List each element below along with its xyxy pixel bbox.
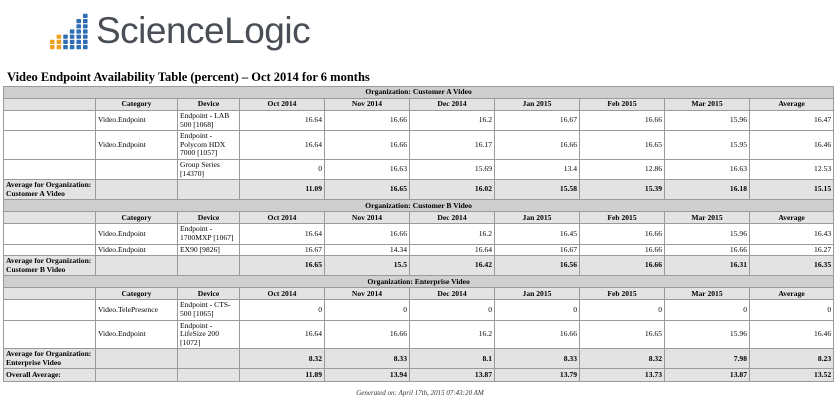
org-average-label: Average for Organization: Customer B Video xyxy=(4,256,96,276)
value-cell: 16.2 xyxy=(410,111,495,131)
logo-dot xyxy=(76,24,81,28)
logo-dot xyxy=(83,19,88,23)
column-header: Dec 2014 xyxy=(410,288,495,300)
org-average-value: 16.56 xyxy=(495,256,580,276)
column-header-row xyxy=(4,212,834,224)
value-cell: 0 xyxy=(750,300,834,320)
column-header: Device xyxy=(178,99,240,111)
column-header: Dec 2014 xyxy=(410,212,495,224)
column-header: Device xyxy=(178,288,240,300)
value-cell: 16.63 xyxy=(325,159,410,179)
column-header: Mar 2015 xyxy=(665,99,750,111)
value-cell: 16.65 xyxy=(580,131,665,160)
row-spacer xyxy=(4,224,96,244)
row-spacer xyxy=(4,300,96,320)
value-cell: 15.69 xyxy=(410,159,495,179)
column-header: Feb 2015 xyxy=(580,212,665,224)
logo-dot xyxy=(50,40,55,44)
logo-dot xyxy=(76,19,81,23)
avg-spacer xyxy=(96,349,178,369)
column-header: Category xyxy=(96,212,178,224)
overall-spacer xyxy=(96,369,178,382)
category-cell: Video.Endpoint xyxy=(96,131,178,160)
overall-average-value: 13.73 xyxy=(580,369,665,382)
value-cell: 15.96 xyxy=(665,224,750,244)
org-average-value: 11.09 xyxy=(240,180,325,200)
logo-dot xyxy=(83,45,88,49)
value-cell: 16.17 xyxy=(410,131,495,160)
column-header: Device xyxy=(178,212,240,224)
value-cell: 16.66 xyxy=(580,224,665,244)
logo-dot xyxy=(76,40,81,44)
availability-table xyxy=(3,86,834,382)
value-cell: 16.45 xyxy=(495,224,580,244)
value-cell: 16.64 xyxy=(240,320,325,349)
org-title: Organization: Customer A Video xyxy=(4,87,834,99)
value-cell: 13.4 xyxy=(495,159,580,179)
overall-average-value: 13.94 xyxy=(325,369,410,382)
overall-average-label: Overall Average: xyxy=(4,369,96,382)
column-header: Average xyxy=(750,99,834,111)
logo-dot xyxy=(57,40,62,44)
column-header: Oct 2014 xyxy=(240,99,325,111)
logo-dot xyxy=(83,14,88,18)
value-cell: 16.66 xyxy=(665,244,750,256)
category-cell: Video.Endpoint xyxy=(96,244,178,256)
logo-dot xyxy=(57,35,62,39)
org-header-row xyxy=(4,200,834,212)
value-cell: 0 xyxy=(240,159,325,179)
org-average-value: 8.32 xyxy=(240,349,325,369)
column-header: Mar 2015 xyxy=(665,212,750,224)
value-cell: 16.43 xyxy=(750,224,834,244)
column-header: Nov 2014 xyxy=(325,99,410,111)
org-average-value: 8.33 xyxy=(495,349,580,369)
org-average-label: Average for Organization: Customer A Video xyxy=(4,180,96,200)
sciencelogic-logo xyxy=(48,6,310,56)
org-average-value: 16.65 xyxy=(240,256,325,276)
column-header: Dec 2014 xyxy=(410,99,495,111)
org-title: Organization: Customer B Video xyxy=(4,200,834,212)
org-average-value: 16.18 xyxy=(665,180,750,200)
value-cell: 16.64 xyxy=(240,111,325,131)
logo-dot xyxy=(83,24,88,28)
value-cell: 16.46 xyxy=(750,320,834,349)
org-average-value: 8.23 xyxy=(750,349,834,369)
value-cell: 12.53 xyxy=(750,159,834,179)
header-spacer xyxy=(4,212,96,224)
column-header-row xyxy=(4,288,834,300)
value-cell: 16.66 xyxy=(495,320,580,349)
device-cell: Endpoint - Polycom HDX 7000 [1057] xyxy=(178,131,240,160)
value-cell: 0 xyxy=(410,300,495,320)
logo-dot xyxy=(76,35,81,39)
value-cell: 16.27 xyxy=(750,244,834,256)
org-average-value: 16.35 xyxy=(750,256,834,276)
value-cell: 14.34 xyxy=(325,244,410,256)
org-title: Organization: Enterprise Video xyxy=(4,276,834,288)
row-spacer xyxy=(4,111,96,131)
column-header: Average xyxy=(750,288,834,300)
value-cell: 16.65 xyxy=(580,320,665,349)
value-cell: 16.64 xyxy=(410,244,495,256)
overall-average-value: 11.89 xyxy=(240,369,325,382)
column-header-row xyxy=(4,99,834,111)
logo-dot xyxy=(63,35,68,39)
org-average-row xyxy=(4,349,834,369)
value-cell: 16.63 xyxy=(665,159,750,179)
org-average-row xyxy=(4,256,834,276)
org-average-value: 15.39 xyxy=(580,180,665,200)
value-cell: 15.95 xyxy=(665,131,750,160)
header-spacer xyxy=(4,99,96,111)
value-cell: 16.67 xyxy=(495,111,580,131)
device-cell: Endpoint - 1700MXP [1067] xyxy=(178,224,240,244)
category-cell: Video.Endpoint xyxy=(96,111,178,131)
overall-spacer xyxy=(178,369,240,382)
column-header: Oct 2014 xyxy=(240,288,325,300)
value-cell: 16.67 xyxy=(240,244,325,256)
avg-spacer xyxy=(96,180,178,200)
column-header: Nov 2014 xyxy=(325,212,410,224)
column-header: Feb 2015 xyxy=(580,99,665,111)
logo-dot xyxy=(76,29,81,33)
table-row xyxy=(4,244,834,256)
value-cell: 16.46 xyxy=(750,131,834,160)
device-cell: Endpoint - LAB 500 [1068] xyxy=(178,111,240,131)
value-cell: 16.67 xyxy=(495,244,580,256)
overall-average-value: 13.87 xyxy=(665,369,750,382)
overall-average-value: 13.87 xyxy=(410,369,495,382)
value-cell: 16.66 xyxy=(325,224,410,244)
logo-dot xyxy=(83,29,88,33)
org-average-value: 15.5 xyxy=(325,256,410,276)
column-header: Average xyxy=(750,212,834,224)
avg-spacer xyxy=(178,256,240,276)
avg-spacer xyxy=(178,180,240,200)
value-cell: 16.66 xyxy=(580,111,665,131)
org-average-value: 8.1 xyxy=(410,349,495,369)
value-cell: 16.66 xyxy=(325,131,410,160)
avg-spacer xyxy=(178,349,240,369)
logo-bars-icon xyxy=(48,11,90,51)
header-spacer xyxy=(4,288,96,300)
org-average-value: 16.66 xyxy=(580,256,665,276)
row-spacer xyxy=(4,131,96,160)
logo-dot xyxy=(83,35,88,39)
logo-dot xyxy=(83,40,88,44)
org-average-value: 7.98 xyxy=(665,349,750,369)
row-spacer xyxy=(4,244,96,256)
value-cell: 16.2 xyxy=(410,320,495,349)
device-cell: Endpoint - CTS-500 [1065] xyxy=(178,300,240,320)
logo-dot xyxy=(70,35,75,39)
org-average-row xyxy=(4,180,834,200)
org-average-value: 8.32 xyxy=(580,349,665,369)
column-header: Oct 2014 xyxy=(240,212,325,224)
table-row xyxy=(4,224,834,244)
logo-dot xyxy=(70,40,75,44)
overall-average-value: 13.52 xyxy=(750,369,834,382)
category-cell xyxy=(96,159,178,179)
column-header: Nov 2014 xyxy=(325,288,410,300)
table-row xyxy=(4,111,834,131)
overall-average-row xyxy=(4,369,834,382)
category-cell: Video.Endpoint xyxy=(96,320,178,349)
value-cell: 12.86 xyxy=(580,159,665,179)
column-header: Mar 2015 xyxy=(665,288,750,300)
logo-dot xyxy=(50,45,55,49)
report-title: Video Endpoint Availability Table (percent) – Oct 2014 for 6 months xyxy=(7,70,370,84)
logo-dot xyxy=(57,45,62,49)
value-cell: 16.2 xyxy=(410,224,495,244)
logo-dot xyxy=(70,29,75,33)
avg-spacer xyxy=(96,256,178,276)
org-header-row xyxy=(4,276,834,288)
table-row xyxy=(4,320,834,349)
table-row xyxy=(4,159,834,179)
org-average-value: 16.02 xyxy=(410,180,495,200)
logo-text: ScienceLogic xyxy=(96,10,311,51)
device-cell: Group Series [14370] xyxy=(178,159,240,179)
category-cell: Video.TelePresence xyxy=(96,300,178,320)
value-cell: 16.66 xyxy=(580,244,665,256)
device-cell: EX90 [9826] xyxy=(178,244,240,256)
column-header: Jan 2015 xyxy=(495,288,580,300)
value-cell: 0 xyxy=(580,300,665,320)
category-cell: Video.Endpoint xyxy=(96,224,178,244)
overall-average-value: 13.79 xyxy=(495,369,580,382)
table-row xyxy=(4,300,834,320)
column-header: Category xyxy=(96,288,178,300)
org-average-value: 15.58 xyxy=(495,180,580,200)
value-cell: 0 xyxy=(240,300,325,320)
logo-dot xyxy=(70,45,75,49)
value-cell: 0 xyxy=(665,300,750,320)
column-header: Category xyxy=(96,99,178,111)
row-spacer xyxy=(4,159,96,179)
generated-timestamp: Generated on: April 17th, 2015 07:43:20 AM xyxy=(356,389,484,397)
value-cell: 16.66 xyxy=(325,111,410,131)
value-cell: 16.64 xyxy=(240,224,325,244)
value-cell: 0 xyxy=(495,300,580,320)
column-header: Jan 2015 xyxy=(495,212,580,224)
logo-dot xyxy=(76,45,81,49)
org-average-value: 15.15 xyxy=(750,180,834,200)
org-average-label: Average for Organization: Enterprise Video xyxy=(4,349,96,369)
logo-dot xyxy=(63,45,68,49)
org-average-value: 8.33 xyxy=(325,349,410,369)
org-average-value: 16.31 xyxy=(665,256,750,276)
device-cell: Endpoint - LifeSize 200 [1072] xyxy=(178,320,240,349)
column-header: Feb 2015 xyxy=(580,288,665,300)
org-average-value: 16.42 xyxy=(410,256,495,276)
value-cell: 16.66 xyxy=(495,131,580,160)
column-header: Jan 2015 xyxy=(495,99,580,111)
org-average-value: 16.65 xyxy=(325,180,410,200)
row-spacer xyxy=(4,320,96,349)
value-cell: 16.66 xyxy=(325,320,410,349)
value-cell: 15.96 xyxy=(665,111,750,131)
value-cell: 15.96 xyxy=(665,320,750,349)
value-cell: 16.47 xyxy=(750,111,834,131)
logo-dot xyxy=(63,40,68,44)
value-cell: 0 xyxy=(325,300,410,320)
table-row xyxy=(4,131,834,160)
value-cell: 16.64 xyxy=(240,131,325,160)
org-header-row xyxy=(4,87,834,99)
